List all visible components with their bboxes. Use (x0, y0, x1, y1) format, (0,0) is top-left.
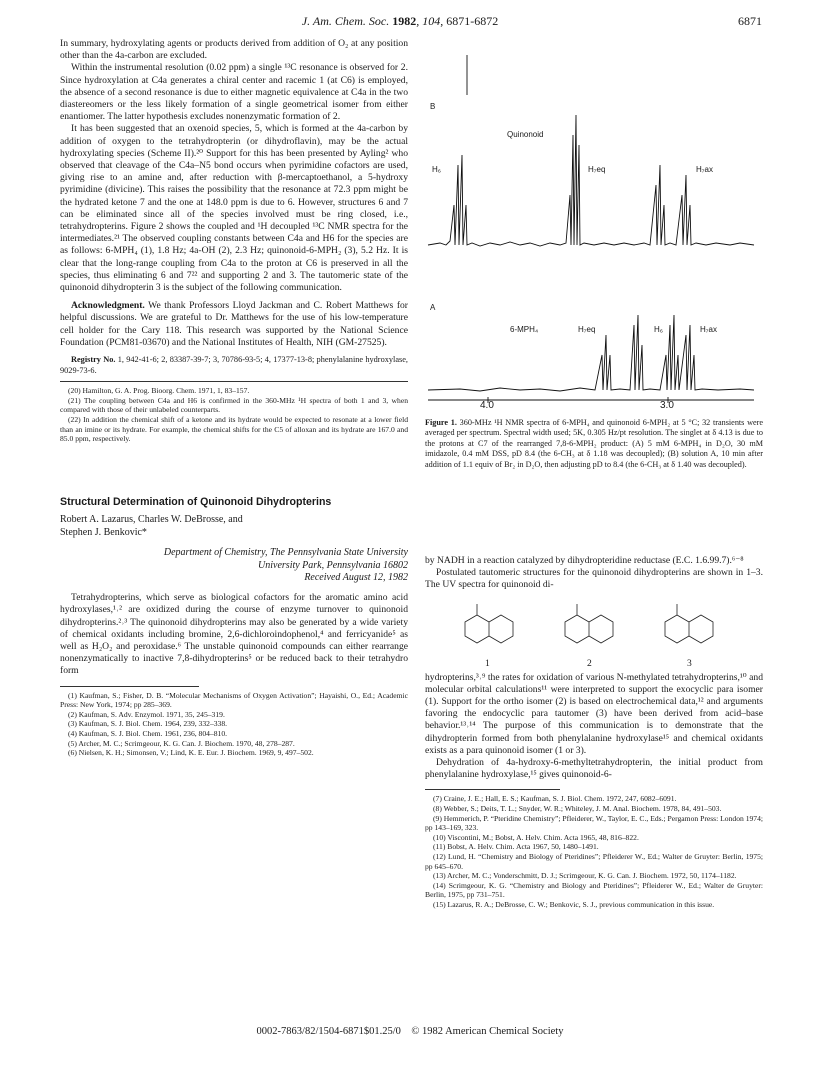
tautomer-structures (425, 592, 763, 672)
caption-heading: Figure 1. (425, 418, 457, 427)
paragraph: Within the instrumental resolution (0.02 ppm) a single ¹³C resonance is observed for 2. Since hydroxylation at C4a generates a chiral center and racemic 1 (at C6) is employed, the absence of a second resonance is due to either magnetic equivalence at C4a in the two diastereomers or the less likely formation of a single geometrical isomer from either enantiomer. The latter hypothesis excludes nonenzymatic formation of 2. (60, 62, 408, 123)
footnote: (4) Kaufman, S. J. Biol. Chem. 1961, 236, 804–810. (68, 729, 228, 739)
registry-heading: Registry No. (71, 355, 116, 365)
structure-3-drawing (665, 604, 713, 643)
footnotes-20-22 (60, 386, 408, 444)
paragraph: It has been suggested that an oxenoid species, 5, which is formed at the 4a-carbon by addition of oxygen to the tetrahydropterin (or dihydroflavin), may be the actual hydroxylating species (Scheme II).²⁰ Support for this has been presented by Ayling² who observed that cleavage of the C4a–N5 bond occurs when pyrimidine cofactors are used, giving rise to an amine and, after reduction with β-mercaptoethanol, a 5-hydroxy pyrimidine (divicine). This raises the possibility that the resonance at 72.3 ppm might be the hydrated ketone 7 and the one at 148.0 ppm is due to 6. However, structures 6 and 7 can be eliminated since all of the species involved must be ring closed, i.e., tetrahydropterins. Figure 2 shows the coupled and ¹H decoupled ¹³C NMR spectra for the intermediates.²¹ The observed coupling constants between C4a and H6 for the species are as follows: 6-MPH₄ (1), 1.8 Hz; 4a-OH (2), 2.3 Hz; quinonoid-6-MPH₂ (3), 5.2 Hz. It is clear that the long-range coupling from C4a to the proton at C6 is preserved in all the species, thus eliminating 6 and 7²² and supporting 2 and 3. The tautomeric state of the quinonoid dihydropterin 3 is the subject of the following communication. (60, 123, 408, 294)
a-h6-label: H₆ (654, 325, 664, 334)
quinonoid-label: Quinonoid (507, 130, 544, 139)
page-number: 6871 (738, 14, 762, 28)
footnotes-1-6 (60, 691, 408, 758)
journal-pages: , 6871-6872 (440, 14, 499, 28)
b-h6-label: H₆ (432, 165, 442, 174)
paragraph: Dehydration of 4a-hydroxy-6-methyltetrahydropterin, the initial product from phenylalanine hydroxylase,¹⁵ gives quinonoid-6- (425, 757, 763, 781)
paragraph: Tetrahydropterins, which serve as biological cofactors for the aromatic amino acid hydroxylases,¹˒² are oxidized during the course of enzyme turnover to quinonoid dihydropterins.²˒³ The quinonoid dihydropterins may also be generated by a wide variety of chemical oxidants including bromine, 2,6-dichloroindophenol,⁴ and ferricyanide⁵ as well as H₂O₂ and peroxidase.⁶ The unstable quinonoid compounds can either rearrange nonenzymatically to inactive 7,8-dihydropterins⁵ or be reduced back to their tetrahydro form (60, 592, 408, 677)
footnote: (21) The coupling between C4a and H6 is confirmed in the 360-MHz ¹H spectra of both 1 and 3, when compared with those of their unlabeled counterparts. (60, 395, 408, 415)
footnote: (14) Scrimgeour, K. G. “Chemistry and Biology and Pteridines”; Pfleiderer W., Ed.; Walter de Gruyter: Berlin, 1975, pp 731–751. (425, 880, 763, 900)
affiliation-line-1: Department of Chemistry, The Pennsylvania State University (163, 547, 408, 559)
spectrum-b-label: B (430, 102, 436, 111)
a-h7ax-label: H₇ax (700, 325, 717, 334)
footnote: (20) Hamilton, G. A. Prog. Bioorg. Chem. 1971, 1, 83–157. (68, 386, 250, 396)
divider (425, 789, 560, 790)
figure-caption (425, 418, 763, 470)
divider (60, 381, 408, 382)
b-h7eq-label: H₇eq (588, 165, 606, 174)
paragraph: Postulated tautomeric structures for the quinonoid dihydropterins are shown in 1–3. The UV spectra for quinonoid di- (425, 567, 763, 591)
a-6mph4-label: 6-MPH₄ (510, 325, 539, 334)
nmr-spectra-svg (420, 55, 768, 410)
acknowledgment (60, 300, 408, 349)
footnote: (9) Hemmerich, P. “Pteridine Chemistry”; Pfleiderer, W., Taylor, E. C., Eds.; Pergamon Press: London 1974; pp 143–169, 323. (425, 813, 763, 833)
tick-label-3-0: 3.0 (660, 400, 674, 411)
nmr-figure (420, 55, 768, 410)
footnote: (7) Craine, J. E.; Hall, E. S.; Kaufman, S. J. Biol. Chem. 1972, 247, 6082–6091. (433, 794, 677, 804)
registry-text: 1, 942-41-6; 2, 83387-39-7; 3, 70786-93-5; 4, 17377-13-8; phenylalanine hydroxylase, 9029-73-6. (60, 355, 408, 375)
footnotes-7-15 (425, 794, 763, 909)
footnote: (10) Viscontini, M.; Bobst, A. Helv. Chim. Acta 1965, 48, 816–822. (433, 832, 639, 842)
b-h7ax-label: H₇ax (696, 165, 713, 174)
right-column (425, 555, 763, 910)
structure-number: 2 (587, 657, 592, 669)
paragraph: In summary, hydroxylating agents or products derived from addition of O₂ at any position other than the 4a-carbon are excluded. (60, 38, 408, 62)
affiliation-line-2: University Park, Pennsylvania 16802 (258, 559, 408, 571)
authors-line-1: Robert A. Lazarus, Charles W. DeBrosse, and (60, 514, 243, 526)
structure-number: 3 (687, 657, 692, 669)
footnote: (22) In addition the chemical shift of a ketone and its hydrate would be expected to resonate at a lower field than an imine or its hydrate. For example, the chemical shifts for the C5 of alloxan and its hydrate are 167.0 and 85.0 ppm, respectively. (60, 415, 408, 444)
footer-code: 0002-7863/82/1504-6871$01.25/0 (256, 1026, 401, 1037)
structure-2-drawing (565, 604, 613, 643)
spectrum-b-trace (428, 115, 754, 246)
footer-copyright: © 1982 American Chemical Society (411, 1026, 564, 1037)
journal-volume: 104 (422, 14, 441, 28)
structures-svg (425, 592, 763, 672)
caption-text: 360-MHz ¹H NMR spectra of 6-MPH₄ and quinonoid 6-MPH₂ at 5 °C; 32 transients were averaged per spectrum. Spectral width used; 5K, 0.305 Hz/pt resolution. The singlet at δ 4.13 is due to the protons at C7 of the rearranged 7,8-6-MPH₂ product: (A) 5 mM 6-MPH₄ in D₂O, 30 mM imidazole, 0.4 mM DSS, pD 8.4 (the 6-CH₃ at δ 1.18 was decoupled); (B) solution A, 10 min after addition of 1.1 equiv of Br₂ in D₂O, then adjusting pD to 8.4 (the 6-CH₃ at δ 1.40 was decoupled). (425, 418, 764, 469)
running-header: J. Am. Chem. Soc. 1982, 104, 6871-6872 (301, 14, 499, 28)
divider (60, 686, 199, 687)
structure-number: 1 (485, 657, 490, 669)
a-h7eq-label: H₇eq (578, 325, 596, 334)
registry (60, 355, 408, 376)
footnote: (13) Archer, M. C.; Vonderschmitt, D. J.; Scrimgeour, K. G. Can. J. Biochem. 1972, 50, 1174–1182. (433, 871, 737, 881)
footnote: (12) Lund, H. “Chemistry and Biology of Pteridines”; Pfleiderer W., Ed.; Walter de Gruyter: Berlin, 1975; pp 645–670. (425, 852, 763, 871)
footnote: (2) Kaufman, S. Adv. Enzymol. 1971, 35, 245–319. (68, 709, 225, 719)
journal-name: J. Am. Chem. Soc. (301, 14, 390, 28)
footnote: (3) Kaufman, S. J. Biol. Chem. 1964, 239, 332–338. (68, 719, 228, 729)
spectrum-a-label: A (430, 303, 436, 312)
footnote: (15) Lazarus, R. A.; DeBrosse, C. W.; Benkovic, S. J., previous communication in this issue. (433, 899, 715, 909)
authors-line-2: Stephen J. Benkovic* (60, 526, 147, 538)
footnote: (1) Kaufman, S.; Fisher, D. B. “Molecular Mechanisms of Oxygen Activation”; Hayaishi, O., Ed.; Academic Press: New York, 1974; pp 285–369. (60, 690, 408, 710)
footnote: (11) Bobst, A. Helv. Chim. Acta 1967, 50, 1480–1491. (433, 842, 599, 852)
paragraph: by NADH in a reaction catalyzed by dihydropteridine reductase (E.C. 1.6.99.7).⁶⁻⁸ (425, 555, 744, 566)
footnote: (5) Archer, M. C.; Scrimgeour, K. G. Can. J. Biochem. 1970, 48, 278–287. (68, 738, 295, 748)
tick-label-4-0: 4.0 (480, 400, 494, 411)
article-title: Structural Determination of Quinonoid Dihydropterins (60, 495, 332, 508)
received-date: Received August 12, 1982 (304, 572, 408, 584)
ack-heading: Acknowledgment. (71, 300, 145, 312)
ack-text: We thank Professors Lloyd Jackman and C. Robert Matthews for helpful discussions. We are grateful to Dr. Matthews for the use of his low-temperature cell holder for the Cary 118. This research was supported by the National Science Foundation (PCM81-03670) and the National Institutes of Health, NIH (GM-27525). (60, 300, 408, 348)
journal-year: 1982 (392, 14, 417, 28)
left-column (60, 38, 408, 758)
footnote: (8) Webber, S.; Deits, T. L.; Snyder, W. R.; Whiteley, J. M. Anal. Biochem. 1978, 84, 491–503. (433, 804, 722, 814)
structure-1-drawing (465, 604, 513, 643)
page-footer (120, 1026, 700, 1037)
footnote: (6) Nielsen, K. H.; Simonsen, V.; Lind, K. E. Eur. J. Biochem. 1969, 9, 497–502. (68, 748, 314, 758)
paragraph: hydropterins,³˒⁹ the rates for oxidation of various N-methylated tetrahydropterins,¹⁰ and molecular orbital calculations¹¹ were interpreted to support the exocyclic para isomer (1). Support for the ortho isomer (2) is based on electrochemical data,¹² and arguments favoring the endocyclic para tautomer (3) have been derived from acid–base behavior.¹³˒¹⁴ The purpose of this communication is to demonstrate that the dihydropterin formed from both phenylalanine hydroxylase¹⁵ and chemical oxidants exists as a para quinonoid isomer (1 or 3). (425, 671, 763, 756)
